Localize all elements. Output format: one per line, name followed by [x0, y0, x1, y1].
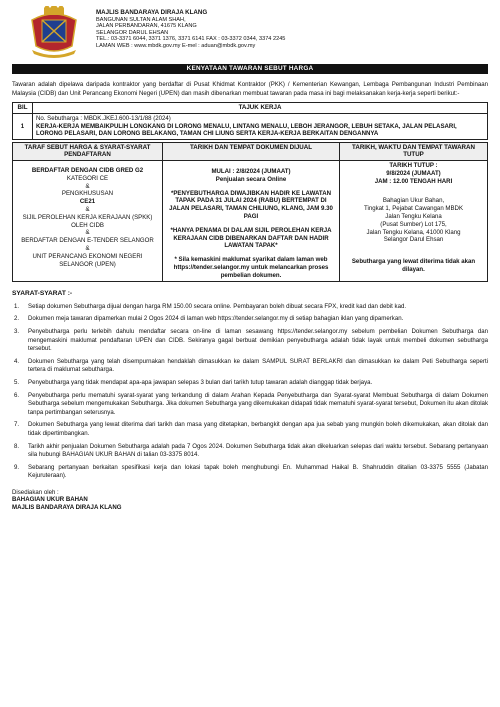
address-line-2: JALAN PERBANDARAN, 41675 KLANG — [96, 23, 197, 30]
quotation-details-table — [12, 142, 488, 282]
list-item: 7. Dokumen Sebutharga yang lewat diterima dari tarikh dan masa yang ditetapkan, berbangkit dengan apa jua sebab yang mungkin boleh dikemukakan, akan ditolak dan tidak dipertimbangkan. — [14, 421, 488, 437]
council-crest-icon — [28, 6, 80, 58]
address-line-1: BANGUNAN SULTAN ALAM SHAH, — [96, 16, 186, 23]
closing-date: 9/8/2024 (JUMAAT) — [386, 169, 441, 177]
address-line-3: SELANGOR DARUL EHSAN — [96, 29, 169, 36]
etender-requirement: BERDAFTAR DENGAN E-TENDER SELANGOR — [21, 237, 154, 245]
conditions-list — [12, 303, 488, 481]
cidb-grade: BERDAFTAR DENGAN CIDB GRED G2 — [31, 166, 144, 174]
closing-place-4: (Pusat Sumber) Lot 175, — [380, 220, 447, 228]
list-item: 3. Penyebutharga perlu terlebih dahulu mendaftar secara on-line di laman sesawang https://tender.selangor.my sebelum pembelian Dokumen Sebutharga dan mengemaskini maklumat pendaftaran UPEN dan CIDB. Sekiranya gagal berbuat demikian penyebutharga adalah tidak layak untuk membeli dokumen sebutharga tersebut. — [14, 328, 488, 352]
prepared-by-council: MAJLIS BANDARAYA DIRAJA KLANG — [12, 503, 122, 511]
header-closing: TARIKH, WAKTU DAN TEMPAT TAWARAN TUTUP — [340, 142, 488, 160]
ampersand: & — [85, 182, 90, 190]
column-header-tajuk: TAJUK KERJA — [33, 103, 488, 114]
closing-place-2: Tingkat 1, Pejabat Cawangan MBDK — [363, 205, 464, 213]
column-header-bil: BIL — [13, 103, 33, 114]
prepared-by-department: BAHAGIAN UKUR BAHAN — [12, 496, 88, 504]
ampersand: & — [85, 244, 90, 252]
conditions-title: SYARAT-SYARAT :- — [12, 289, 73, 297]
list-item: 9. Sebarang pertanyaan berkaitan spesifikasi kerja dan lokasi tapak boleh menghubungi En. Muhammad Haikal B. Shahruddin ditalian 03-3375 5555 (Jabatan Kejuruteraan). — [14, 463, 488, 480]
late-submission-note: Sebutharga yang lewat diterima tidak akan dilayan. — [351, 258, 476, 273]
header-document-sale: TARIKH DAN TEMPAT DOKUMEN DIJUAL — [163, 142, 340, 160]
specialization-code: CE21 — [79, 198, 96, 206]
prepared-by — [12, 489, 488, 512]
organization-info — [96, 10, 285, 50]
closing-label: TARIKH TUTUP : — [389, 161, 438, 169]
closing-place-5: Jalan Tengku Kelana, 41000 Klang — [366, 228, 461, 236]
phone-fax: TEL.: 03-3371 6044, 3371 1376, 3371 6141 FAX : 03-3372 0344, 3374 2245 — [96, 36, 286, 43]
notice-title-banner: KENYATAAN TAWARAN SEBUT HARGA — [12, 64, 488, 74]
sale-start-date: MULAI : 2/8/2024 (JUMAAT) — [211, 167, 291, 175]
closing-place-3: Jalan Tengku Kelana — [385, 212, 442, 220]
work-title: KERJA-KERJA MEMBAIKPULIH LONGKANG DI LORONG MENALU, LINTANG MENALU, LEBOH JERANGOR, LEBUH SETAKA, JALAN PELASARI, LORONG PELASARI, DAN LORONG BELAKANG, TAMAN CHI LIUNG SERTA KERJA-KERJA BERKAITAN DENGANNYA — [36, 122, 457, 138]
online-sale-note: Penjualan secara Online — [215, 175, 287, 183]
closing-place-6: Selangor Darul Ehsan — [383, 236, 444, 244]
intro-paragraph: Tawaran adalah dipelawa daripada kontraktor yang berdaftar di Pusat Khidmat Kontraktor (PKK) / Kementerian Kewangan, Lembaga Pembangunan Industri Pembinaan Malaysia (CIDB) dan Unit Perancang Ekonomi Negeri (UPEN) dan masih dibenarkan membuat tawaran pada masa ini bagi melaksanakan kerja-kerja seperti berikut:- — [12, 81, 488, 97]
list-item: 6. Penyebutharga perlu mematuhi syarat-syarat yang terkandung di dalam Arahan Kepada Penyebutharga dan Syarat-syarat Membuat Sebutharga di dalam Dokumen Sebutharga sebelum mengemukakan Sebutharga. Jika dokumen Sebutharga yang dikemukakan didapati tidak mematuhi syarat-syarat tersebut, Dokumen itu akan ditolak tanpa pertimbangan seterusnya. — [14, 391, 488, 416]
spkk-attendance-notice: *HANYA PENAMA DI DALAM SIJIL PEROLEHAN KERJA KERAJAAN CIDB DIBENARKAN DAFTAR DAN HADIR LAWATAN TAPAK* — [170, 226, 332, 250]
ampersand: & — [85, 205, 90, 213]
ampersand: & — [85, 229, 90, 237]
closing-time: JAM : 12.00 TENGAH HARI — [374, 177, 453, 185]
organization-name: MAJLIS BANDARAYA DIRAJA KLANG — [96, 9, 208, 16]
list-item: 1. Setiap dokumen Sebutharga dijual dengan harga RM 150.00 secara online. Pembayaran boleh dibuat secara FPX, kredit kad dan debit kad. — [14, 302, 407, 310]
web-email: LAMAN WEB : www.mbdk.gov.my E-mel : aduan@mbdk.gov.my — [96, 42, 256, 49]
site-visit-notice: *PENYEBUTHARGA DIWAJIBKAN HADIR KE LAWATAN TAPAK PADA 31 JULAI 2024 (RABU) BERTEMPAT DI JALAN PELASARI, TAMAN CHILIUNG, KLANG, JAM 9.30 PAGI — [169, 189, 333, 220]
closing-place-1: Bahagian Ukur Bahan, — [382, 197, 445, 205]
registration-requirements — [13, 160, 163, 281]
letterhead — [12, 6, 488, 58]
work-title-table — [12, 102, 488, 140]
row-number: 1 — [13, 114, 33, 140]
list-item: 8. Tarikh akhir penjualan Dokumen Sebutharga adalah pada 7 Ogos 2024. Dokumen Sebutharga tidak akan dikeluarkan selepas dari waktu tersebut. Sebarang pertanyaan sila hubungi BAHAGIAN UKUR BAHAN di talian 03-3375 8014. — [14, 442, 488, 458]
category: KATEGORI CE — [66, 174, 109, 182]
spkk-requirement: SIJIL PEROLEHAN KERJA KERAJAAN (SPKK) OLEH CIDB — [22, 213, 153, 229]
prepared-by-label: Disediakan oleh : — [12, 488, 59, 496]
document-sale-details — [163, 160, 340, 281]
quotation-reference: No. Sebutharga : MBDK.JKEJ.600-13/1/88 (2024) — [36, 115, 171, 122]
header-registration: TARAF SEBUT HARGA & SYARAT-SYARAT PENDAFTARAN — [13, 142, 163, 160]
specialization-label: PENGKHUSUSAN — [61, 190, 114, 198]
closing-details — [340, 160, 488, 281]
work-description — [33, 114, 488, 140]
list-item: 4. Dokumen Sebutharga yang telah disempurnakan hendaklah dimasukkan ke dalam SAMPUL SURAT BERLAKRI dan dimasukkan ke dalam Peti Sebutharga seperti tertera di maklumat sebutharga. — [14, 357, 488, 374]
list-item: 2. Dokumen meja tawaran dipamerkan mulai 2 Ogos 2024 di laman web https://tender.selangor.my di setiap bahagian iklan yang dipamerkan. — [14, 315, 404, 323]
list-item: 5. Penyebutharga yang tidak mendapat apa-apa jawapan selepas 3 bulan dari tarikh tutup tawaran adalah dianggap tidak berjaya. — [14, 378, 373, 386]
upen-requirement: UNIT PERANCANG EKONOMI NEGERI SELANGOR (UPEN) — [32, 252, 143, 268]
update-company-info-note: * Sila kemaskini maklumat syarikat dalam laman web https://tender.selangor.my untuk melancarkan proses pembelian dokumen. — [173, 256, 329, 279]
